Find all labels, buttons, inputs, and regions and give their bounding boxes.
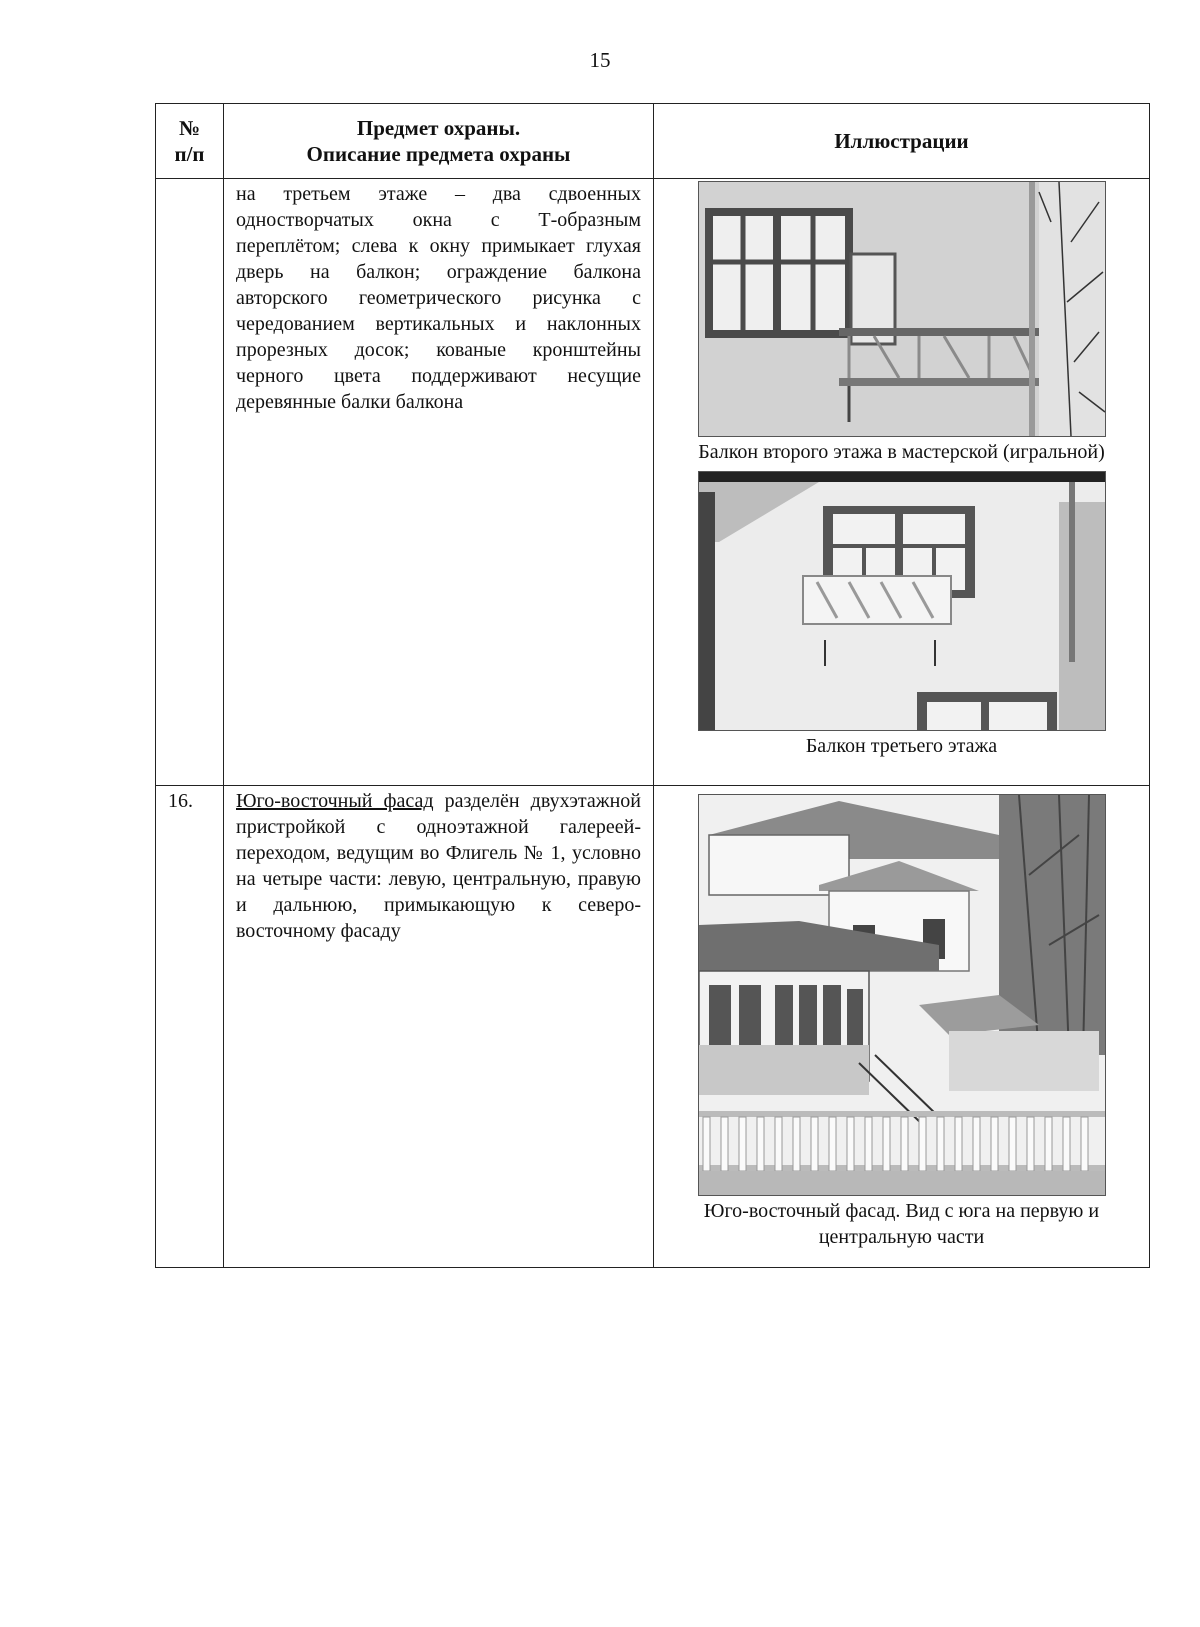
table-row: [156, 179, 1150, 786]
table-header-row: [156, 104, 1150, 179]
header-subject-label: Предмет охраны. Описание предмета охраны: [306, 116, 571, 166]
row-illustrations-cell: [654, 179, 1150, 786]
photo-southeast-facade: [698, 794, 1106, 1196]
row-number-cell: [156, 179, 224, 786]
header-illustrations-label: Иллюстрации: [834, 129, 969, 153]
page-number: 15: [589, 48, 611, 72]
row-description-cell: [224, 179, 654, 786]
row-illustrations-cell: [654, 786, 1150, 1268]
row-description: [236, 788, 641, 944]
row-number: [156, 179, 223, 183]
photo-caption: Юго-восточный фасад. Вид с юга на первую и центральную части: [703, 1200, 1100, 1248]
header-num-label: № п/п: [174, 116, 205, 166]
row-description-cell: [224, 786, 654, 1268]
header-num: [156, 104, 224, 179]
row-number-cell: [156, 786, 224, 1268]
photo-caption: Балкон второго этажа в мастерской (игральной): [698, 441, 1105, 463]
header-illustrations: [654, 104, 1150, 179]
row-description-text: разделён двухэтажной пристройкой с одноэтажной галереей-переходом, ведущим во Флигель № 1, условно на четыре части: левую, центральную, правую и дальнюю, примыкающую к северо-восточному фасаду: [236, 790, 641, 942]
photo-balcony-third-floor: [698, 471, 1106, 731]
header-subject: [224, 104, 654, 179]
table-row: [156, 786, 1150, 1268]
protection-table: [155, 103, 1150, 1268]
row-description: на третьем этаже – два сдвоенных одностворчатых окна с Т-образным переплётом; слева к окну примыкает глухая дверь на балкон; ограждение балкона авторского геометрического рисунка с чередованием вертикальных и наклонных прорезных досок; кованые кронштейны черного цвета поддерживают несущие деревянные балки балкона: [236, 183, 641, 413]
row-description-heading: Юго-восточный фасад: [236, 790, 434, 812]
row-number: 16.: [168, 790, 193, 812]
photo-caption: Балкон третьего этажа: [805, 735, 998, 757]
photo-balcony-second-floor: [698, 181, 1106, 437]
